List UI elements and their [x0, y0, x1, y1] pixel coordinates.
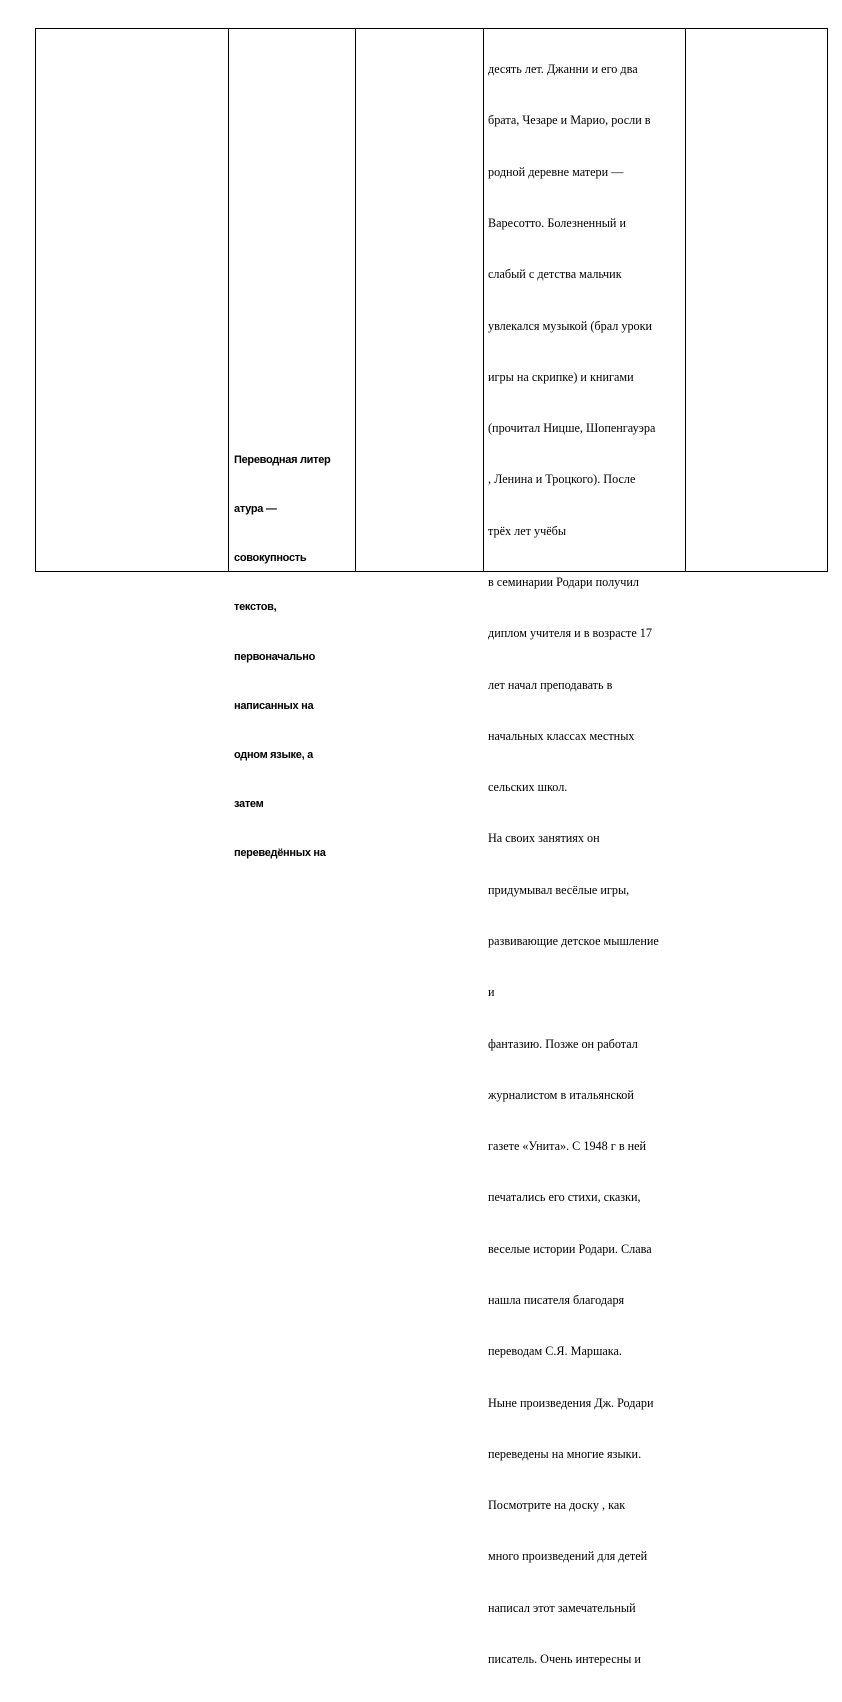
text-line: лет начал преподавать в — [488, 677, 613, 692]
text-line: написал этот замечательный — [488, 1600, 636, 1615]
text-line: десять лет. Джанни и его два — [488, 62, 638, 77]
document-table — [35, 28, 828, 1666]
text-line: Переводная литер — [234, 453, 331, 466]
text-line: текстов, — [234, 601, 277, 614]
column-4-cell — [488, 27, 659, 1702]
text-line: переведённых на — [234, 847, 326, 860]
column-border-1 — [35, 28, 36, 572]
column-border-4 — [483, 28, 484, 572]
text-line: затем — [234, 798, 264, 811]
text-line: печатались его стихи, сказки, — [488, 1190, 641, 1205]
text-line: атура — — [234, 503, 277, 516]
column-border-5 — [685, 28, 686, 572]
text-line: переведены на многие языки. — [488, 1446, 642, 1461]
text-line: родной деревне матери — — [488, 164, 624, 179]
text-line: увлекался музыкой (брал уроки — [488, 318, 653, 333]
text-line: веселые истории Родари. Слава — [488, 1241, 652, 1256]
text-line: писатель. Очень интересны и — [488, 1651, 641, 1666]
text-line: диплом учителя и в возрасте 17 — [488, 626, 652, 641]
column-2-cell — [234, 419, 330, 895]
column-border-2 — [228, 28, 229, 572]
text-line: нашла писателя благодаря — [488, 1292, 625, 1307]
column-border-6 — [827, 28, 828, 572]
text-line: игры на скрипке) и книгами — [488, 369, 634, 384]
text-line: и — [488, 985, 495, 1000]
text-line: журналистом в итальянской — [488, 1087, 634, 1102]
table-bottom-border — [35, 571, 828, 572]
text-line: брата, Чезаре и Марио, росли в — [488, 113, 651, 128]
text-line: много произведений для детей — [488, 1549, 648, 1564]
text-line: слабый с детства мальчик — [488, 267, 622, 282]
text-line: в семинарии Родари получил — [488, 575, 639, 589]
text-line: придумывал весёлые игры, — [488, 882, 630, 897]
text-line: Варесотто. Болезненный и — [488, 216, 627, 231]
text-line: Посмотрите на доску , как — [488, 1498, 626, 1513]
text-line: газете «Унита». С 1948 г в ней — [488, 1139, 647, 1154]
text-line: (прочитал Ницше, Шопенгауэра — [488, 421, 656, 436]
text-line: первоначально — [234, 650, 316, 663]
text-line: начальных классах местных — [488, 728, 635, 743]
text-line: совокупность — [234, 552, 307, 565]
text-line: сельских школ. — [488, 780, 568, 795]
text-line: фантазию. Позже он работал — [488, 1036, 638, 1051]
text-line: , Ленина и Троцкого). После — [488, 472, 636, 487]
text-line: одном языке, а — [234, 749, 313, 762]
text-line: написанных на — [234, 699, 314, 712]
text-line: На своих занятиях он — [488, 831, 600, 846]
table-top-border — [35, 28, 828, 29]
text-line: трёх лет учёбы — [488, 523, 567, 538]
column-border-3 — [355, 28, 356, 572]
text-line: развивающие детское мышление — [488, 933, 659, 948]
text-line: Ныне произведения Дж. Родари — [488, 1395, 654, 1410]
text-line: переводам С.Я. Маршака. — [488, 1344, 622, 1359]
